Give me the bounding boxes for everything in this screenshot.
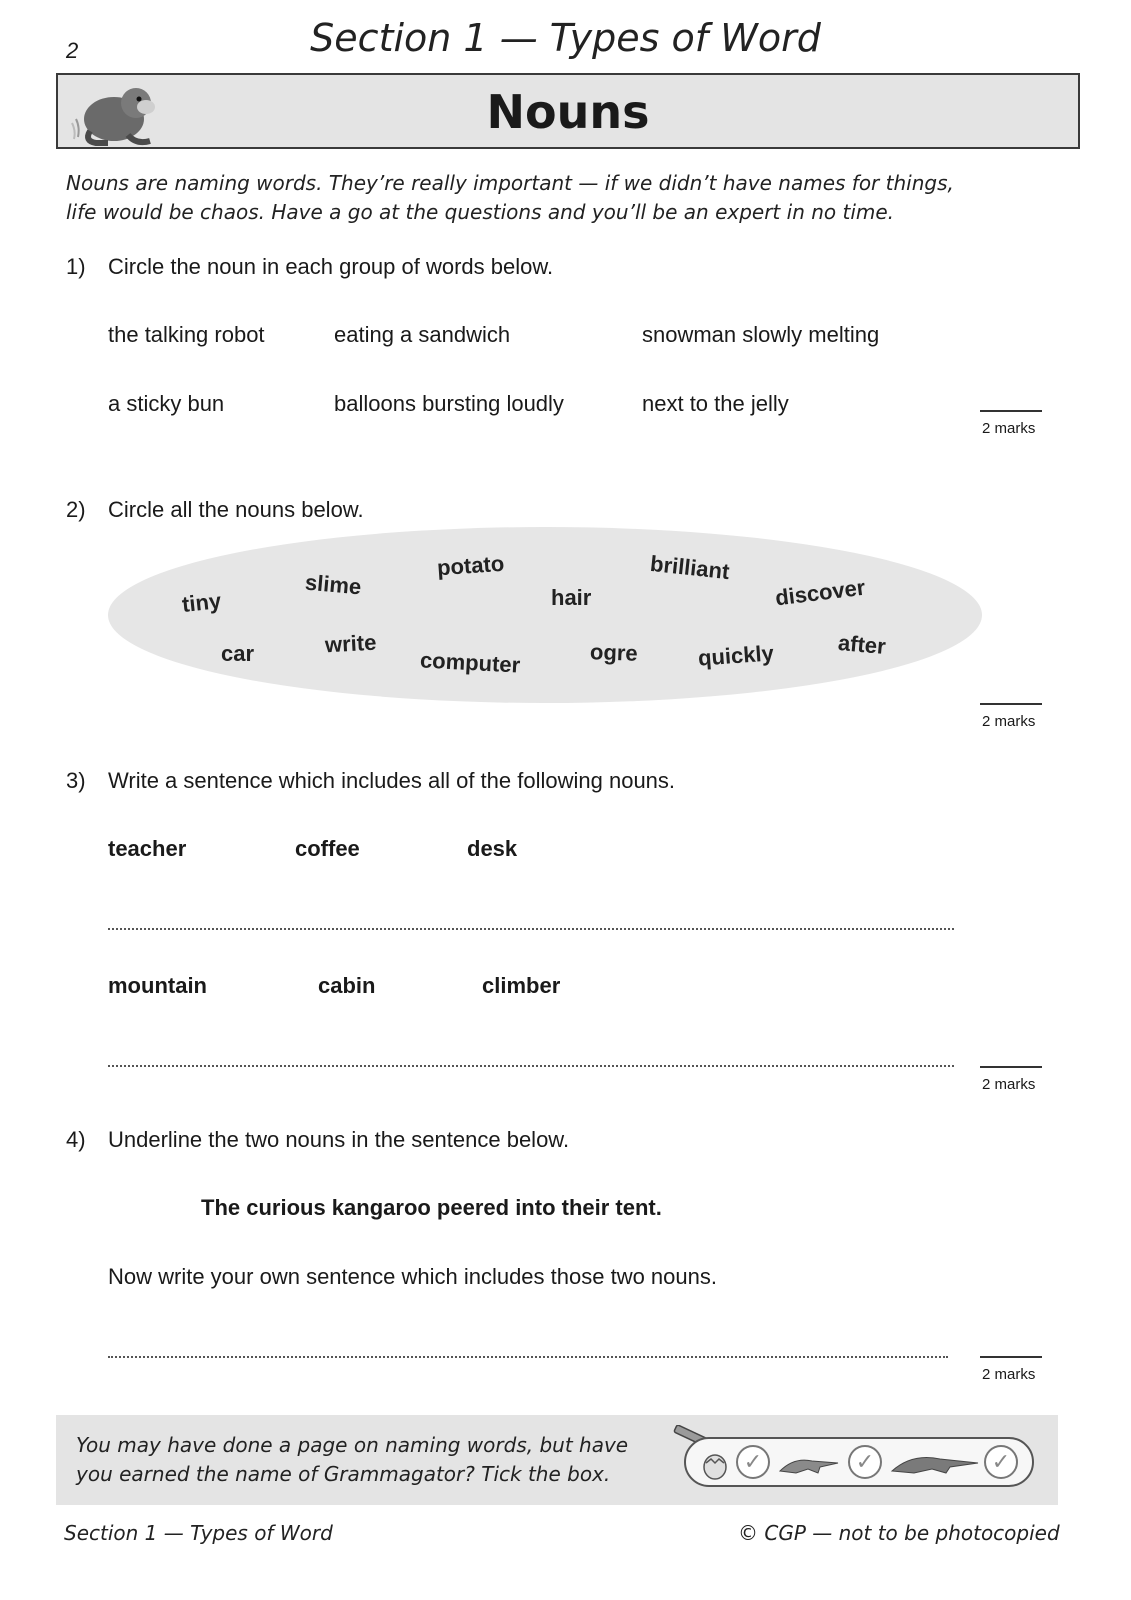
q3-noun: climber (482, 973, 561, 998)
cloud-word[interactable]: discover (773, 574, 867, 611)
q2-text: Circle all the nouns below. (108, 497, 364, 522)
cloud-word[interactable]: brilliant (648, 550, 731, 585)
q4-sentence[interactable]: The curious kangaroo peered into their tent. (201, 1195, 662, 1220)
tick-box-strip (684, 1437, 1034, 1487)
title-banner (56, 73, 1080, 149)
q3-noun: coffee (295, 836, 360, 861)
cloud-word[interactable]: car (221, 641, 255, 666)
tick-box-3[interactable]: ✓ (984, 1445, 1018, 1479)
q3-noun: desk (467, 836, 518, 861)
q1-option[interactable]: eating a sandwich (334, 322, 511, 347)
egg-icon (700, 1447, 730, 1481)
cloud-word[interactable]: hair (551, 585, 592, 610)
footer-copyright: © CGP — not to be photocopied (738, 1521, 1060, 1545)
q4-answer-line[interactable] (108, 1356, 948, 1358)
q3-noun: teacher (108, 836, 187, 861)
cloud-word[interactable]: computer (419, 647, 521, 678)
cloud-word[interactable]: write (324, 629, 377, 658)
q3-answer-line-2[interactable] (108, 1065, 954, 1067)
q4-text: Underline the two nouns in the sentence below. (108, 1127, 570, 1152)
tick-box-1[interactable]: ✓ (736, 1445, 770, 1479)
large-alligator-icon (890, 1451, 980, 1477)
q1-number: 1) (66, 254, 86, 279)
page-number: 2 (66, 38, 79, 63)
q3-noun: cabin (318, 973, 376, 998)
small-alligator-icon (778, 1453, 842, 1477)
q1-option[interactable]: the talking robot (108, 322, 265, 347)
q1-option[interactable]: a sticky bun (108, 391, 225, 416)
cloud-word[interactable]: after (837, 629, 887, 660)
q3-noun: mountain (108, 973, 207, 998)
q1-option[interactable]: snowman slowly melting (642, 322, 880, 347)
footer-box-line-2: you earned the name of Grammagator? Tick the box. (76, 1462, 611, 1486)
q4-followup: Now write your own sentence which includes those two nouns. (108, 1264, 717, 1289)
q1-marks: 2 marks (982, 420, 1036, 437)
q4-marks-line (980, 1356, 1042, 1358)
q1-option[interactable]: balloons bursting loudly (334, 391, 564, 416)
q1-marks-line (980, 410, 1042, 412)
q3-number: 3) (66, 768, 86, 793)
intro-line-1: Nouns are naming words. They’re really important — if we didn’t have names for things, (66, 171, 954, 195)
cloud-word[interactable]: ogre (589, 639, 639, 666)
q4-number: 4) (66, 1127, 86, 1152)
cloud-word[interactable]: quickly (697, 640, 775, 671)
cloud-word[interactable]: potato (436, 550, 505, 581)
q3-marks-line (980, 1066, 1042, 1068)
q3-marks: 2 marks (982, 1076, 1036, 1093)
tick-box-2[interactable]: ✓ (848, 1445, 882, 1479)
grammagator-box (56, 1415, 1058, 1505)
q1-text: Circle the noun in each group of words below. (108, 254, 554, 279)
intro-line-2: life would be chaos. Have a go at the questions and you’ll be an expert in no time. (66, 200, 895, 224)
cloud-word[interactable]: slime (304, 569, 363, 600)
cloud-word[interactable]: tiny (180, 588, 223, 617)
q2-number: 2) (66, 497, 86, 522)
word-cloud (108, 527, 982, 703)
q1-option[interactable]: next to the jelly (642, 391, 789, 416)
footer-section-label: Section 1 — Types of Word (64, 1521, 333, 1545)
q2-marks-line (980, 703, 1042, 705)
q3-text: Write a sentence which includes all of the following nouns. (108, 768, 676, 793)
q4-marks: 2 marks (982, 1366, 1036, 1383)
footer-box-line-1: You may have done a page on naming words, but have (76, 1433, 629, 1457)
q2-marks: 2 marks (982, 713, 1036, 730)
page-title: Nouns (486, 85, 650, 139)
q3-answer-line-1[interactable] (108, 928, 954, 930)
section-header: Section 1 — Types of Word (310, 16, 821, 60)
